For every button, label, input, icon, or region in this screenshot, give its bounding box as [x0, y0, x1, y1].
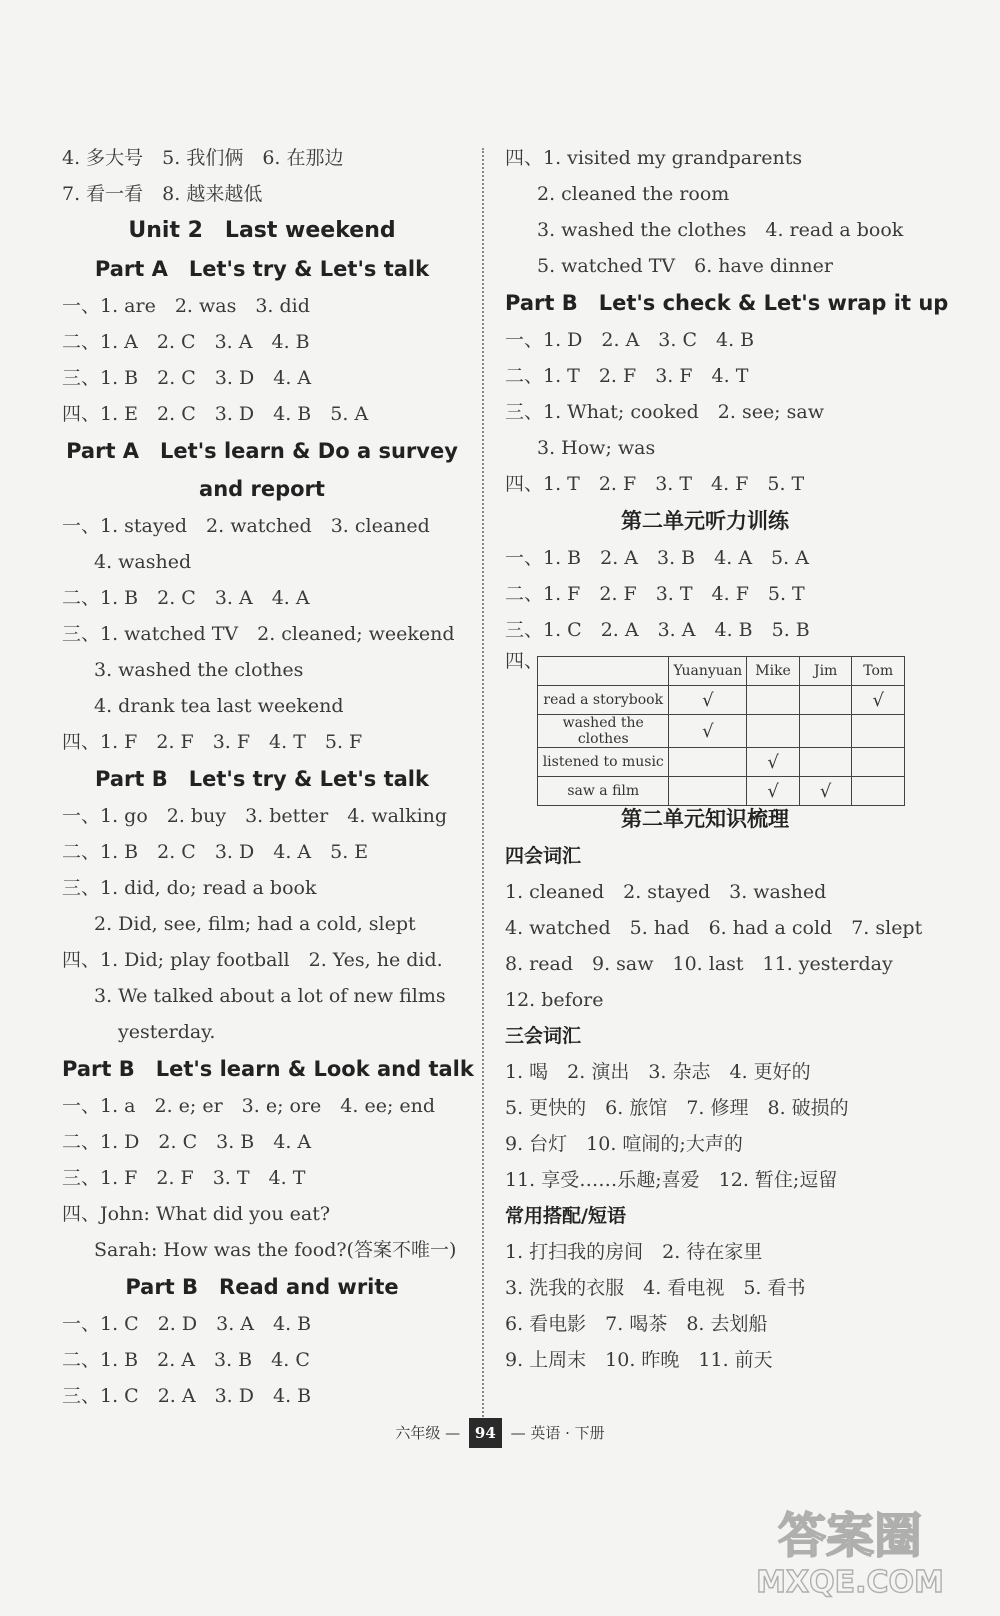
answer-line: 9. 台灯 10. 喧闹的;大声的: [505, 1133, 743, 1155]
table-check-cell: [747, 686, 800, 715]
left-column: [62, 140, 474, 1414]
watermark-logo: [730, 1492, 970, 1602]
answer-line: 8. read 9. saw 10. last 11. yesterday: [505, 953, 893, 975]
answer-line: 3. How; was: [537, 437, 656, 459]
answer-line: 一、1. C 2. D 3. A 4. B: [62, 1313, 312, 1335]
table-header-row: [538, 657, 905, 686]
answer-line: 7. 看一看 8. 越来越低: [62, 183, 263, 205]
answer-line: 四、1. E 2. C 3. D 4. B 5. A: [62, 403, 369, 425]
answer-line: 二、1. F 2. F 3. T 4. F 5. T: [505, 583, 805, 605]
answer-line: 一、1. a 2. e; er 3. e; ore 4. ee; end: [62, 1095, 436, 1117]
answer-line: 3. 洗我的衣服 4. 看电视 5. 看书: [505, 1277, 806, 1299]
answer-line: 二、1. A 2. C 3. A 4. B: [62, 331, 310, 353]
answer-line: 三、1. B 2. C 3. D 4. A: [62, 367, 312, 389]
table-check-cell: √: [747, 748, 800, 777]
answer-line: 四、1. F 2. F 3. F 4. T 5. F: [62, 731, 363, 753]
answer-line: 一、1. go 2. buy 3. better 4. walking: [62, 805, 448, 827]
answer-line: 1. cleaned 2. stayed 3. washed: [505, 881, 827, 903]
table-column-header: Tom: [852, 657, 905, 686]
footer-dash: —: [445, 1424, 461, 1442]
answer-line: 5. watched TV 6. have dinner: [537, 255, 833, 277]
table-check-cell: √: [669, 715, 747, 748]
answer-line: 1. 喝 2. 演出 3. 杂志 4. 更好的: [505, 1061, 811, 1083]
table-check-cell: [852, 715, 905, 748]
answer-line: 四、1. visited my grandparents: [505, 147, 803, 169]
answer-line: 二、1. D 2. C 3. B 4. A: [62, 1131, 312, 1153]
section-heading: and report: [199, 477, 325, 501]
table-corner-cell: [538, 657, 669, 686]
table-column-header: Mike: [747, 657, 800, 686]
answer-line: 2. Did, see, film; had a cold, slept: [94, 913, 416, 935]
answer-line: 四、1. Did; play football 2. Yes, he did.: [62, 949, 443, 971]
answer-line: 二、1. B 2. A 3. B 4. C: [62, 1349, 310, 1371]
section-heading: Part A Let's learn & Do a survey: [66, 439, 458, 463]
table-check-cell: √: [747, 777, 800, 806]
table-activity-cell: listened to music: [538, 748, 669, 777]
answer-line: 4. washed: [94, 551, 192, 573]
table-check-cell: √: [669, 686, 747, 715]
section-heading: Part A Let's try & Let's talk: [94, 257, 430, 281]
answer-line: 一、1. D 2. A 3. C 4. B: [505, 329, 755, 351]
section-heading: 第二单元听力训练: [621, 509, 789, 533]
section-heading: Part B Read and write: [125, 1275, 399, 1299]
answer-line: 四、1. T 2. F 3. T 4. F 5. T: [505, 473, 805, 495]
right-bottom-section: [505, 800, 923, 1378]
section-heading: 第二单元知识梳理: [621, 807, 789, 831]
answer-line: 三、1. F 2. F 3. T 4. T: [62, 1167, 306, 1189]
table-column-header: Yuanyuan: [669, 657, 747, 686]
answer-line: 4. drank tea last weekend: [94, 695, 344, 717]
answer-line: 3. We talked about a lot of new films: [94, 985, 446, 1007]
listening-table-section: [505, 650, 905, 800]
section-heading: Part B Let's learn & Look and talk: [62, 1057, 474, 1081]
page-footer: [0, 1418, 1000, 1448]
answer-line: 4. 多大号 5. 我们俩 6. 在那边: [62, 147, 344, 169]
answer-line: 11. 享受……乐趣;喜爱 12. 暂住;逗留: [505, 1169, 838, 1191]
table-check-cell: [799, 715, 851, 748]
answer-line: 9. 上周末 10. 昨晚 11. 前天: [505, 1349, 773, 1371]
answer-line: 6. 看电影 7. 喝茶 8. 去划船: [505, 1313, 768, 1335]
table-check-cell: [852, 748, 905, 777]
footer-dash: —: [510, 1424, 526, 1442]
table-column-header: Jim: [799, 657, 851, 686]
listening-table: [537, 656, 905, 806]
answer-line: 三、1. C 2. A 3. D 4. B: [62, 1385, 312, 1407]
answer-line: 1. 打扫我的房间 2. 待在家里: [505, 1241, 763, 1263]
page-number: 94: [469, 1418, 502, 1448]
table-activity-cell: saw a film: [538, 777, 669, 806]
table-check-cell: [747, 715, 800, 748]
answer-line: 一、1. stayed 2. watched 3. cleaned: [62, 515, 430, 537]
table-check-cell: [852, 777, 905, 806]
table-row: [538, 715, 905, 748]
answer-line: 三、1. did, do; read a book: [62, 877, 317, 899]
table-check-cell: √: [852, 686, 905, 715]
answer-line: 4. watched 5. had 6. had a cold 7. slept: [505, 917, 923, 939]
right-top-section: [505, 140, 949, 648]
table-activity-cell: read a storybook: [538, 686, 669, 715]
answer-line: 2. cleaned the room: [537, 183, 730, 205]
table-check-cell: √: [799, 777, 851, 806]
watermark-top: 答案圈: [777, 1508, 923, 1564]
answer-line: 二、1. B 2. C 3. A 4. A: [62, 587, 310, 609]
answer-line: 二、1. B 2. C 3. D 4. A 5. E: [62, 841, 369, 863]
footer-subject: 英语 · 下册: [530, 1424, 605, 1442]
answer-line: Sarah: How was the food?(答案不唯一): [94, 1239, 457, 1261]
table-row: [538, 686, 905, 715]
answer-line: 3. washed the clothes 4. read a book: [537, 219, 904, 241]
table-check-cell: [669, 748, 747, 777]
subsection-heading: 四会词汇: [505, 845, 582, 867]
answer-line: 二、1. T 2. F 3. F 4. T: [505, 365, 749, 387]
answer-line: 三、1. C 2. A 3. A 4. B 5. B: [505, 619, 810, 641]
column-divider: [482, 148, 484, 1428]
answer-line: 一、1. are 2. was 3. did: [62, 295, 310, 317]
table-row: [538, 748, 905, 777]
footer-grade: 六年级: [395, 1424, 441, 1442]
unit-title: Unit 2 Last weekend: [128, 218, 396, 243]
table-check-cell: [799, 748, 851, 777]
answer-line: 三、1. What; cooked 2. see; saw: [505, 401, 824, 423]
answer-line: 12. before: [505, 989, 604, 1011]
answer-line: 四、John: What did you eat?: [62, 1203, 331, 1225]
section-heading: Part B Let's try & Let's talk: [95, 767, 429, 791]
answer-line: 5. 更快的 6. 旅馆 7. 修理 8. 破损的: [505, 1097, 849, 1119]
answer-line: 3. washed the clothes: [94, 659, 304, 681]
answer-line: 一、1. B 2. A 3. B 4. A 5. A: [505, 547, 809, 569]
watermark-bottom: MXQE.COM: [756, 1565, 944, 1600]
table-activity-cell: washed the clothes: [538, 715, 669, 748]
table-check-cell: [799, 686, 851, 715]
answer-line: yesterday.: [118, 1021, 216, 1043]
answer-line: 三、1. watched TV 2. cleaned; weekend: [62, 623, 455, 645]
subsection-heading: 常用搭配/短语: [505, 1205, 626, 1227]
section-heading: Part B Let's check & Let's wrap it up: [505, 291, 949, 315]
table-label: 四、: [505, 650, 544, 672]
subsection-heading: 三会词汇: [505, 1025, 582, 1047]
right-column: [505, 140, 949, 1378]
